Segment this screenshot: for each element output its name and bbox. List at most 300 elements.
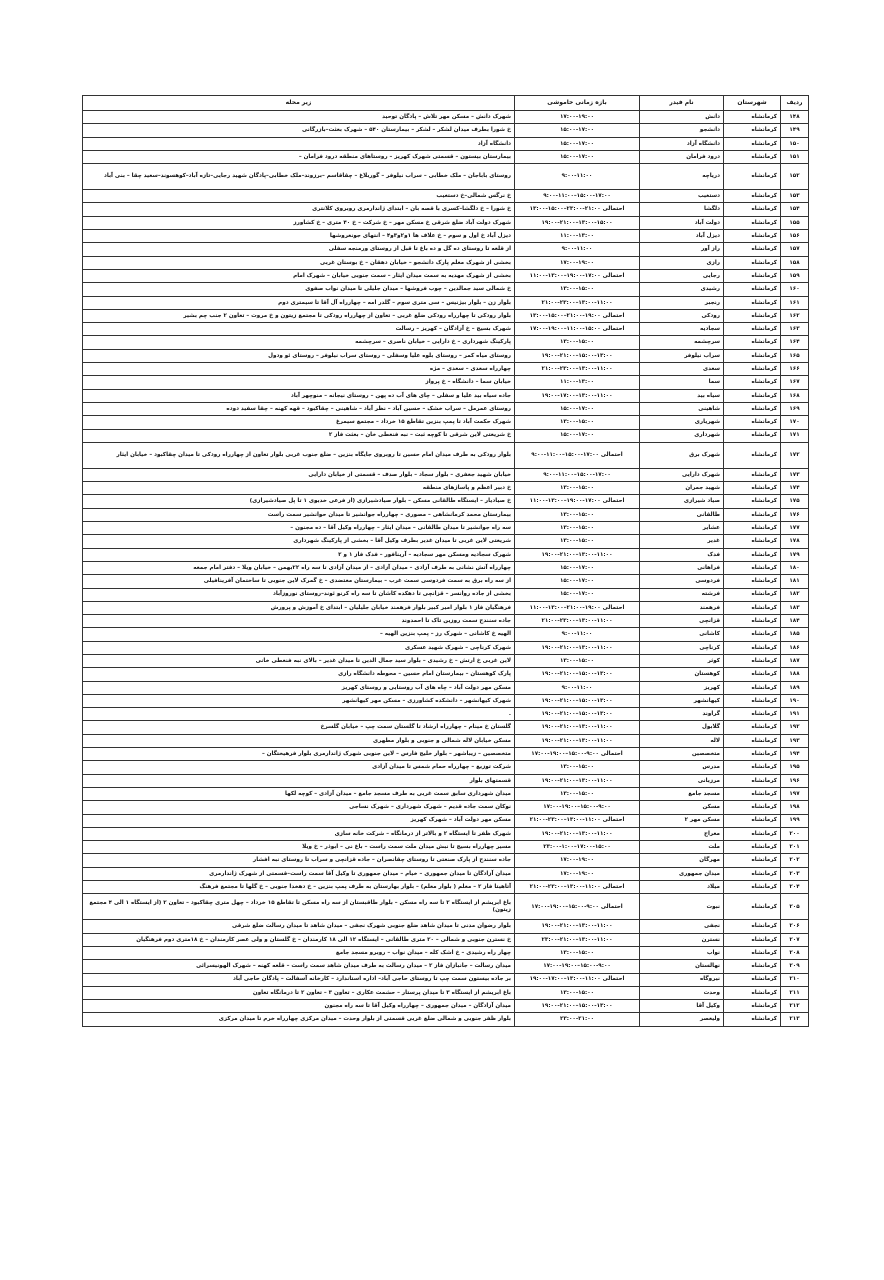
sub-area-cell: از قلعه تا روستای ده گل و ده باغ تا قبل از روستای ورمنجه سفلی: [83, 243, 515, 256]
city-cell: کرمانشاه: [724, 654, 781, 667]
time-window-cell: ۱۹:۰۰-۲۱:۰۰–۱۳:۰۰-۱۱:۰۰: [515, 641, 640, 654]
feeder-name-cell: سعدی: [640, 363, 724, 376]
row-number-cell: ۲۰۴: [781, 881, 809, 894]
row-number-cell: ۱۷۵: [781, 495, 809, 508]
city-cell: کرمانشاه: [724, 203, 781, 216]
feeder-name-cell: سیاه بید: [640, 389, 724, 402]
table-row: [83, 1000, 809, 1013]
feeder-name-cell: وحدت: [640, 986, 724, 999]
time-window-cell: ۱۷:۰۰-۱۹:۰۰–۱۵:۰۰-۹:۰۰ احتمالی: [515, 894, 640, 920]
sub-area-cell: جاده سیاه بید علیا و سفلی – چای های آب ده پهن – روستای نیجانه – منوچهر آباد: [83, 389, 515, 402]
row-number-cell: ۱۹۲: [781, 721, 809, 734]
city-cell: کرمانشاه: [724, 881, 781, 894]
time-window-cell: ۱۳:۰۰-۱۵:۰۰: [515, 986, 640, 999]
city-cell: کرمانشاه: [724, 986, 781, 999]
row-number-cell: ۱۹۸: [781, 801, 809, 814]
feeder-name-cell: کوثر: [640, 654, 724, 667]
feeder-name-cell: رنجبر: [640, 296, 724, 309]
row-number-cell: ۱۷۴: [781, 482, 809, 495]
city-cell: کرمانشاه: [724, 933, 781, 946]
time-window-cell: ۱۳:۰۰-۱۵:۰۰: [515, 482, 640, 495]
sub-area-cell: خ شمالی سید جمالدین – چوب فروشها – میدان جلیلی تا میدان نواب صفوی: [83, 283, 515, 296]
city-cell: کرمانشاه: [724, 508, 781, 521]
sub-area-cell: بخشی از شهرک معلم پارک دانشجو – خیابان دهقان – خ بوستان غربی: [83, 256, 515, 269]
sub-area-cell: مسکن مهر دولت آباد – شهرک کهریز: [83, 814, 515, 827]
city-cell: کرمانشاه: [724, 535, 781, 548]
table-row: [83, 933, 809, 946]
sub-area-cell: خ شورا – خ دلگشا–کسری با قصه بان – ابتدای ژاندارمری روبروی کلانتری: [83, 203, 515, 216]
table-row: [83, 748, 809, 761]
row-number-cell: ۲۰۱: [781, 841, 809, 854]
row-number-cell: ۱۸۴: [781, 615, 809, 628]
city-cell: کرمانشاه: [724, 363, 781, 376]
row-number-cell: ۱۶۶: [781, 363, 809, 376]
table-row: [83, 309, 809, 322]
row-number-cell: ۱۸۶: [781, 641, 809, 654]
table-row: [83, 468, 809, 481]
row-number-cell: ۱۹۶: [781, 774, 809, 787]
outage-schedule-sheet: [82, 95, 808, 1027]
feeder-name-cell: دولت آباد: [640, 216, 724, 229]
feeder-name-cell: شهریاری: [640, 416, 724, 429]
table-row: [83, 402, 809, 415]
header-time-window: بازه زمانی خاموشی: [515, 96, 640, 111]
city-cell: کرمانشاه: [724, 111, 781, 124]
feeder-name-cell: فرهمند: [640, 601, 724, 614]
time-window-cell: ۲۳:۰۰-۲۱:۰۰–۱۳:۰۰-۱۱:۰۰: [515, 933, 640, 946]
sub-area-cell: شهرک دانش – مسکن مهر تلاش – پادگان توحید: [83, 111, 515, 124]
city-cell: کرمانشاه: [724, 946, 781, 959]
feeder-name-cell: صیاد شیرازی: [640, 495, 724, 508]
time-window-cell: احتمالی ۱۹:۰۰-۲۱:۰۰–۱۳:۰۰-۱۱:۰۰: [515, 601, 640, 614]
time-window-cell: ۱۵:۰۰-۱۷:۰۰: [515, 588, 640, 601]
feeder-name-cell: فرشته: [640, 588, 724, 601]
sub-area-cell: شرکت توزیع – چهارراه حمام شمس تا میدان آزادی: [83, 761, 515, 774]
table-row: [83, 508, 809, 521]
feeder-name-cell: نسترن: [640, 933, 724, 946]
time-window-cell: ۱۳:۰۰-۱۵:۰۰: [515, 761, 640, 774]
city-cell: کرمانشاه: [724, 854, 781, 867]
table-row: [83, 734, 809, 747]
city-cell: کرمانشاه: [724, 376, 781, 389]
time-window-cell: ۱۳:۰۰-۱۵:۰۰: [515, 654, 640, 667]
feeder-name-cell: کیهانشهر: [640, 694, 724, 707]
city-cell: کرمانشاه: [724, 164, 781, 190]
time-window-cell: ۱۹:۰۰-۱۷:۰۰–۱۳:۰۰-۱۱:۰۰ احتمالی: [515, 973, 640, 986]
table-row: [83, 761, 809, 774]
row-number-cell: ۲۱۳: [781, 1013, 809, 1026]
table-row: [83, 376, 809, 389]
table-row: [83, 827, 809, 840]
table-row: [83, 256, 809, 269]
city-cell: کرمانشاه: [724, 243, 781, 256]
row-number-cell: ۱۸۷: [781, 654, 809, 667]
outage-table: [82, 95, 809, 1027]
city-cell: کرمانشاه: [724, 349, 781, 362]
sub-area-cell: بر جاده بیستون سمت چپ تا روستای حاجی آباد– اداره استاندارد – کارخانه آسفالت – پادگان حاجی آباد: [83, 973, 515, 986]
sub-area-cell: گلستان خ مینام – چهارراه ارشاد تا گلستان سمت چپ – خیابان گلسرخ: [83, 721, 515, 734]
table-row: [83, 561, 809, 574]
city-cell: کرمانشاه: [724, 389, 781, 402]
city-cell: کرمانشاه: [724, 150, 781, 163]
time-window-cell: ۱۹:۰۰-۲۱:۰۰–۱۳:۰۰-۱۱:۰۰: [515, 734, 640, 747]
row-number-cell: ۲۱۲: [781, 1000, 809, 1013]
time-window-cell: ۱۳:۰۰-۱۵:۰۰: [515, 535, 640, 548]
row-number-cell: ۱۷۹: [781, 548, 809, 561]
table-row: [83, 841, 809, 854]
sub-area-cell: خ شریعتی لاین شرقی تا کوچه ثبت – نبه فنعطی خان – بعثت فاز ۲: [83, 429, 515, 442]
sub-area-cell: نوکان سمت جاده قدیم – شهرک شهرداری – شهرک نساجی: [83, 801, 515, 814]
sub-area-cell: چهارراه آتش نشانی به طرف آزادی – میدان آزادی – از میدان آزادی تا سه راه ۲۲بهمن – خیابان ویلا – دفتر امام جمعه: [83, 561, 515, 574]
time-window-cell: احتمالی ۱۹:۰۰-۲۱:۰۰–۱۵:۰۰-۱۳:۰۰: [515, 309, 640, 322]
row-number-cell: ۲۰۲: [781, 854, 809, 867]
city-cell: کرمانشاه: [724, 787, 781, 800]
time-window-cell: ۱۳:۰۰-۱۵:۰۰: [515, 522, 640, 535]
sub-area-cell: باغ ابریشم از ایستگاه ۳ تا میدان پرستار – حشمت عکاری – تعاون ۳ – تعاون ۲ تا درمانگاه تعاون: [83, 986, 515, 999]
row-number-cell: ۲۱۱: [781, 986, 809, 999]
feeder-name-cell: دلگشا: [640, 203, 724, 216]
sub-area-cell: بلوار ظفر جنوبی و شمالی ضلع غربی قسمتی از بلوار وحدت – میدان مرکزی چهارراه خرم تا میدان مرکزی: [83, 1013, 515, 1026]
sub-area-cell: خ شورا بطرف میدان لشکر – لشکر – بیمارستان ۵۴۰ – شهرک بعثت–بازرگانی: [83, 124, 515, 137]
time-window-cell: ۱۵:۰۰-۱۷:۰۰: [515, 402, 640, 415]
city-cell: کرمانشاه: [724, 561, 781, 574]
city-cell: کرمانشاه: [724, 269, 781, 282]
table-row: [83, 482, 809, 495]
sub-area-cell: خ نرگس شمالی–خ دستغیب: [83, 190, 515, 203]
row-number-cell: ۱۷۶: [781, 508, 809, 521]
feeder-name-cell: وکیل آقا: [640, 1000, 724, 1013]
feeder-name-cell: سما: [640, 376, 724, 389]
sub-area-cell: جاده سنندج سمت روزین تاک تا احمدوند: [83, 615, 515, 628]
row-number-cell: ۱۹۵: [781, 761, 809, 774]
table-row: [83, 986, 809, 999]
feeder-name-cell: ولیعصر: [640, 1013, 724, 1026]
table-row: [83, 628, 809, 641]
row-number-cell: ۱۷۷: [781, 522, 809, 535]
feeder-name-cell: مسجد جامع: [640, 787, 724, 800]
time-window-cell: ۲۱:۰۰-۲۳:۰۰–۱۳:۰۰-۱۱:۰۰: [515, 363, 640, 376]
time-window-cell: ۱۵:۰۰-۱۷:۰۰: [515, 137, 640, 150]
city-cell: کرمانشاه: [724, 548, 781, 561]
city-cell: کرمانشاه: [724, 867, 781, 880]
time-window-cell: ۱۳:۰۰-۱۵:۰۰: [515, 336, 640, 349]
sub-area-cell: بلوار رودکی به طرف میدان امام حسین تا روبروی جایگاه بنزین – ضلع جنوب غربی بلوار تعاون از چهارراه رودکی تا میدان چقاکبود – خیابان ایثار: [83, 442, 515, 468]
row-number-cell: ۱۵۲: [781, 164, 809, 190]
time-window-cell: ۱۳:۰۰-۱۵:۰۰: [515, 946, 640, 959]
row-number-cell: ۱۵۸: [781, 256, 809, 269]
city-cell: کرمانشاه: [724, 774, 781, 787]
table-row: [83, 575, 809, 588]
table-row: [83, 881, 809, 894]
time-window-cell: ۱۵:۰۰-۱۷:۰۰: [515, 561, 640, 574]
city-cell: کرمانشاه: [724, 323, 781, 336]
row-number-cell: ۲۰۳: [781, 867, 809, 880]
table-row: [83, 442, 809, 468]
time-window-cell: ۱۹:۰۰-۲۱:۰۰–۱۳:۰۰-۱۱:۰۰: [515, 920, 640, 933]
feeder-name-cell: فدک: [640, 548, 724, 561]
row-number-cell: ۲۰۹: [781, 960, 809, 973]
time-window-cell: ۱۳:۰۰-۱۵:۰۰: [515, 508, 640, 521]
table-row: [83, 495, 809, 508]
header-row-number: ردیف: [781, 96, 809, 111]
time-window-cell: ۹:۰۰-۱۱:۰۰: [515, 628, 640, 641]
time-window-cell: ۱۹:۰۰-۲۱:۰۰–۱۵:۰۰-۱۳:۰۰: [515, 1000, 640, 1013]
table-row: [83, 654, 809, 667]
table-row: [83, 323, 809, 336]
time-window-cell: ۱۹:۰۰-۲۱:۰۰–۱۵:۰۰-۱۳:۰۰: [515, 694, 640, 707]
city-cell: کرمانشاه: [724, 190, 781, 203]
feeder-name-cell: شهرداری: [640, 429, 724, 442]
row-number-cell: ۱۷۲: [781, 442, 809, 468]
sub-area-cell: باغ ابریشم از ایستگاه ۲ تا سه راه مسکن – بلوار طاقبستان از سه راه مسکن تا تقاطع ۱۵ خرداد – چهل متری چقاکبود – تعاون ۲ (از ایستگاه ۱ الی ۴ مجتمع زیتون): [83, 894, 515, 920]
table-header-row: [83, 96, 809, 111]
feeder-name-cell: رودکی: [640, 309, 724, 322]
sub-area-cell: قسمتهای بلوار: [83, 774, 515, 787]
table-row: [83, 801, 809, 814]
feeder-name-cell: نواب: [640, 946, 724, 959]
time-window-cell: ۱۹:۰۰-۲۱:۰۰–۱۳:۰۰-۱۱:۰۰: [515, 774, 640, 787]
sub-area-cell: خیابان شهید جعفری – بلوار سجاد – بلوار صدف – قسمتی از خیابان دارایی: [83, 468, 515, 481]
feeder-name-cell: مهرگان: [640, 854, 724, 867]
time-window-cell: ۱۹:۰۰-۱۷:۰۰–۱۳:۰۰-۱۱:۰۰: [515, 389, 640, 402]
time-window-cell: ۱۳:۰۰-۱۵:۰۰: [515, 787, 640, 800]
table-row: [83, 854, 809, 867]
feeder-name-cell: رشیدی: [640, 283, 724, 296]
feeder-name-cell: گلابول: [640, 721, 724, 734]
sub-area-cell: روستای عمرمل – سراب خشک – حسین آباد – نظر آباد – شاهینی – چقاکبود – قهه کهنه – چقا سفید دوده: [83, 402, 515, 415]
row-number-cell: ۱۵۱: [781, 150, 809, 163]
time-window-cell: ۱۳:۰۰-۱۵:۰۰: [515, 283, 640, 296]
sub-area-cell: شهرک سجادیه ومسکن مهر سجادیه – آرینافور – فدک فاز ۱ و ۲: [83, 548, 515, 561]
sub-area-cell: دیزل آباد خ اول و سوم – خ علاف ها ۱و۲و۳و۴ – انتهای جونعروشها: [83, 230, 515, 243]
row-number-cell: ۱۶۴: [781, 336, 809, 349]
table-row: [83, 894, 809, 920]
table-row: [83, 190, 809, 203]
city-cell: کرمانشاه: [724, 748, 781, 761]
time-window-cell: ۲۱:۰۰-۲۳:۰۰–۱۳:۰۰-۱۱:۰۰ احتمالی: [515, 881, 640, 894]
feeder-name-cell: سجادیه: [640, 323, 724, 336]
sub-area-cell: مسیر چهارراه بسیج تا نبش میدان ملت سمت راست – باغ نی – ابوذر – خ ویلا: [83, 841, 515, 854]
city-cell: کرمانشاه: [724, 442, 781, 468]
city-cell: کرمانشاه: [724, 827, 781, 840]
sub-area-cell: شهرک کیهانشهر – دانشکده کشاورزی – مسکن مهر کیهانشهر: [83, 694, 515, 707]
table-row: [83, 615, 809, 628]
table-row: [83, 787, 809, 800]
time-window-cell: ۹:۰۰-۱۱:۰۰: [515, 243, 640, 256]
time-window-cell: احتمالی ۱۷:۰۰-۱۹:۰۰–۱۳:۰۰-۱۱:۰۰: [515, 495, 640, 508]
table-row: [83, 814, 809, 827]
city-cell: کرمانشاه: [724, 256, 781, 269]
feeder-name-cell: درود فرامان: [640, 150, 724, 163]
feeder-name-cell: شاهینی: [640, 402, 724, 415]
sub-area-cell: بخشی از جاده روانسر – قزانچی تا دهکده کاشان تا سه راه کرنو ئوند–روستای نوروزآباد: [83, 588, 515, 601]
time-window-cell: ۹:۰۰-۱۱:۰۰: [515, 164, 640, 190]
table-row: [83, 150, 809, 163]
row-number-cell: ۱۶۱: [781, 296, 809, 309]
sub-area-cell: شهرک ظفر تا ایستگاه ۲ و بالاتر از درمانگاه – شرکت خانه سازی: [83, 827, 515, 840]
sub-area-cell: شهرک دولت آباد ضلع شرقی خ مسکن مهر – خ شرکت – خ ۴۰ متری – خ کشاورز: [83, 216, 515, 229]
feeder-name-cell: سراب نیلوفر: [640, 349, 724, 362]
feeder-name-cell: دانشگاه آزاد: [640, 137, 724, 150]
table-row: [83, 137, 809, 150]
sub-area-cell: شریعتی لاین غربی تا میدان غدیر بطرف وکیل آقا – بخشی از پارکینگ شهرداری: [83, 535, 515, 548]
feeder-name-cell: معراج: [640, 827, 724, 840]
city-cell: کرمانشاه: [724, 814, 781, 827]
city-cell: کرمانشاه: [724, 588, 781, 601]
city-cell: کرمانشاه: [724, 973, 781, 986]
city-cell: کرمانشاه: [724, 681, 781, 694]
table-row: [83, 283, 809, 296]
feeder-name-cell: گراوند: [640, 708, 724, 721]
sub-area-cell: میدان رسالت – جانبازان فاز ۲ – میدان رسالت به طرف میدان شاهد سمت راست – قلعه کهنه – شهرک الهونیسرائی: [83, 960, 515, 973]
table-row: [83, 668, 809, 681]
feeder-name-cell: رازی: [640, 256, 724, 269]
time-window-cell: ۱۵:۰۰-۱۷:۰۰: [515, 124, 640, 137]
time-window-cell: ۹:۰۰-۱۱:۰۰–۱۵:۰۰-۱۷:۰۰: [515, 190, 640, 203]
row-number-cell: ۱۵۳: [781, 190, 809, 203]
sub-area-cell: .: [83, 708, 515, 721]
city-cell: کرمانشاه: [724, 309, 781, 322]
sub-area-cell: بیمارستان محمد کرمانشاهی – مصوری – چهارراه جوانشیر تا میدان حوانشیر سمت راست: [83, 508, 515, 521]
feeder-name-cell: قزانچی: [640, 615, 724, 628]
time-window-cell: ۱۷:۰۰-۱۹:۰۰–۱۵:۰۰-۹:۰۰: [515, 960, 640, 973]
city-cell: کرمانشاه: [724, 416, 781, 429]
feeder-name-cell: رجایی: [640, 269, 724, 282]
row-number-cell: ۲۰۵: [781, 894, 809, 920]
table-body: [83, 111, 809, 1027]
feeder-name-cell: مرزبانی: [640, 774, 724, 787]
feeder-name-cell: میلاد: [640, 881, 724, 894]
table-row: [83, 601, 809, 614]
sub-area-cell: بلوار رودکی تا چهارراه رودکی ضلع غربی – تعاون از چهارراه رودکی تا مجتمع زیتون و خ مروت – تعاون ۲ جنب چم بشیر: [83, 309, 515, 322]
row-number-cell: ۱۴۸: [781, 111, 809, 124]
row-number-cell: ۱۶۹: [781, 402, 809, 415]
time-window-cell: ۱۹:۰۰-۲۱:۰۰–۱۵:۰۰-۱۳:۰۰: [515, 668, 640, 681]
table-row: [83, 681, 809, 694]
table-row: [83, 973, 809, 986]
city-cell: کرمانشاه: [724, 283, 781, 296]
row-number-cell: ۱۵۷: [781, 243, 809, 256]
table-row: [83, 867, 809, 880]
city-cell: کرمانشاه: [724, 708, 781, 721]
feeder-name-cell: نیروگاه: [640, 973, 724, 986]
time-window-cell: ۹:۰۰-۱۱:۰۰: [515, 681, 640, 694]
sub-area-cell: چهارراه سعدی – سعدی – مژه: [83, 363, 515, 376]
sub-area-cell: خ دبیر اعظم و پاساژهای منطقه: [83, 482, 515, 495]
table-row: [83, 429, 809, 442]
city-cell: کرمانشاه: [724, 495, 781, 508]
feeder-name-cell: مسکن: [640, 801, 724, 814]
table-row: [83, 296, 809, 309]
row-number-cell: ۱۷۸: [781, 535, 809, 548]
row-number-cell: ۱۵۵: [781, 216, 809, 229]
table-row: [83, 363, 809, 376]
row-number-cell: ۲۰۷: [781, 933, 809, 946]
time-window-cell: ۱۱:۰۰-۱۳:۰۰: [515, 376, 640, 389]
table-row: [83, 349, 809, 362]
sub-area-cell: الهیه خ کاشانی – شهرک رز – پمپ بنزین الهیه –: [83, 628, 515, 641]
feeder-name-cell: لاله: [640, 734, 724, 747]
feeder-name-cell: کوهستان: [640, 668, 724, 681]
row-number-cell: ۱۵۹: [781, 269, 809, 282]
city-cell: کرمانشاه: [724, 641, 781, 654]
feeder-name-cell: شهید جمران: [640, 482, 724, 495]
time-window-cell: احتمالی ۱۷:۰۰-۱۹:۰۰–۱۳:۰۰-۱۱:۰۰: [515, 269, 640, 282]
row-number-cell: ۲۰۰: [781, 827, 809, 840]
time-window-cell: ۲۱:۰۰-۲۳:۰۰–۱۳:۰۰-۱۱:۰۰ احتمالی: [515, 814, 640, 827]
sub-area-cell: بیمارستان بیستون – قسمتی شهرک کهریز – روستاهای منطقه درود فرامان –: [83, 150, 515, 163]
feeder-name-cell: فردوسی: [640, 575, 724, 588]
table-row: [83, 416, 809, 429]
city-cell: کرمانشاه: [724, 402, 781, 415]
table-row: [83, 203, 809, 216]
row-number-cell: ۱۶۸: [781, 389, 809, 402]
table-row: [83, 164, 809, 190]
sub-area-cell: بخشی از شهرک مهدیه به سمت میدان ایثار – سمت جنوبی خیابان – شهرک امام: [83, 269, 515, 282]
table-row: [83, 336, 809, 349]
feeder-name-cell: کاشانی: [640, 628, 724, 641]
table-row: [83, 548, 809, 561]
time-window-cell: ۱۵:۰۰-۱۷:۰۰: [515, 429, 640, 442]
feeder-name-cell: مسکن مهر ۲: [640, 814, 724, 827]
sub-area-cell: روستای باباجان – ملک خطابی – سراب نیلوفر – گوربلاغ – چقاقاسم –برزوند–ملک خطابی–پادگان شهید رجایی–تازه آباد–کوهسوند–سعید چقا – بنی آباد: [83, 164, 515, 190]
header-city: شهرستان: [724, 96, 781, 111]
table-row: [83, 230, 809, 243]
time-window-cell: ۱۳:۰۰-۱۵:۰۰: [515, 416, 640, 429]
sub-area-cell: خیابان سما – دانشگاه – خ پرواز: [83, 376, 515, 389]
time-window-cell: ۲۳:۰۰-۱:۰۰–۱۷:۰۰-۱۵:۰۰: [515, 841, 640, 854]
time-window-cell: ۱۹:۰۰-۲۱:۰۰–۱۳:۰۰-۱۱:۰۰: [515, 548, 640, 561]
city-cell: کرمانشاه: [724, 801, 781, 814]
table-row: [83, 269, 809, 282]
table-row: [83, 721, 809, 734]
city-cell: کرمانشاه: [724, 336, 781, 349]
sub-area-cell: متخصصین – زیباشهر – بلوار خلیج فارس – لاین جنوبی شهرک ژاندارمری بلوار فرهیختگان –: [83, 748, 515, 761]
row-number-cell: ۱۶۰: [781, 283, 809, 296]
sub-area-cell: روستای میاه کمر – روستای بلوه علیا وسفلی – روستای سراب نیلوفر – روستای ئو ودول: [83, 349, 515, 362]
city-cell: کرمانشاه: [724, 216, 781, 229]
city-cell: کرمانشاه: [724, 429, 781, 442]
city-cell: کرمانشاه: [724, 615, 781, 628]
row-number-cell: ۲۰۶: [781, 920, 809, 933]
row-number-cell: ۱۹۷: [781, 787, 809, 800]
sub-area-cell: از سه راه برق به سمت فردوسی سمت غرب – بیمارستان معتضدی – خ گمرک لاین جنوبی تا ساختمان آفرینافیلی: [83, 575, 515, 588]
feeder-name-cell: نجفی: [640, 920, 724, 933]
row-number-cell: ۱۶۵: [781, 349, 809, 362]
city-cell: کرمانشاه: [724, 894, 781, 920]
table-row: [83, 111, 809, 124]
city-cell: کرمانشاه: [724, 841, 781, 854]
feeder-name-cell: میدان جمهوری: [640, 867, 724, 880]
sub-area-cell: شهرک بسیج – خ آزادگان – کهریز – رسالت: [83, 323, 515, 336]
city-cell: کرمانشاه: [724, 721, 781, 734]
sub-area-cell: پارکینگ شهرداری – خ دارایی – خیابان ناصری – سرچشمه: [83, 336, 515, 349]
time-window-cell: ۱۹:۰۰-۲۱:۰۰–۱۵:۰۰-۱۳:۰۰: [515, 349, 640, 362]
row-number-cell: ۱۹۱: [781, 708, 809, 721]
feeder-name-cell: دانشجو: [640, 124, 724, 137]
feeder-name-cell: طالقانی: [640, 508, 724, 521]
row-number-cell: ۱۵۴: [781, 203, 809, 216]
city-cell: کرمانشاه: [724, 522, 781, 535]
sub-area-cell: خ نسترن جنوبی و شمالی – ۲۰ متری طالقانی – ایستگاه ۱۲ الی ۱۸ کارمندان – خ گلستان و ولی عصر کارمندان – خ ۱۸متری دوم فرهنگیان: [83, 933, 515, 946]
city-cell: کرمانشاه: [724, 137, 781, 150]
city-cell: کرمانشاه: [724, 920, 781, 933]
feeder-name-cell: نهالستان: [640, 960, 724, 973]
time-window-cell: ۱۱:۰۰-۱۳:۰۰: [515, 230, 640, 243]
sub-area-cell: مسکن خیابان لاله شمالی و جنوبی و بلوار مطهری: [83, 734, 515, 747]
row-number-cell: ۲۱۰: [781, 973, 809, 986]
sub-area-cell: میدان آزادگان – میدان جمهوری – چهارراه وکیل آقا تا سه راه مجنون: [83, 1000, 515, 1013]
